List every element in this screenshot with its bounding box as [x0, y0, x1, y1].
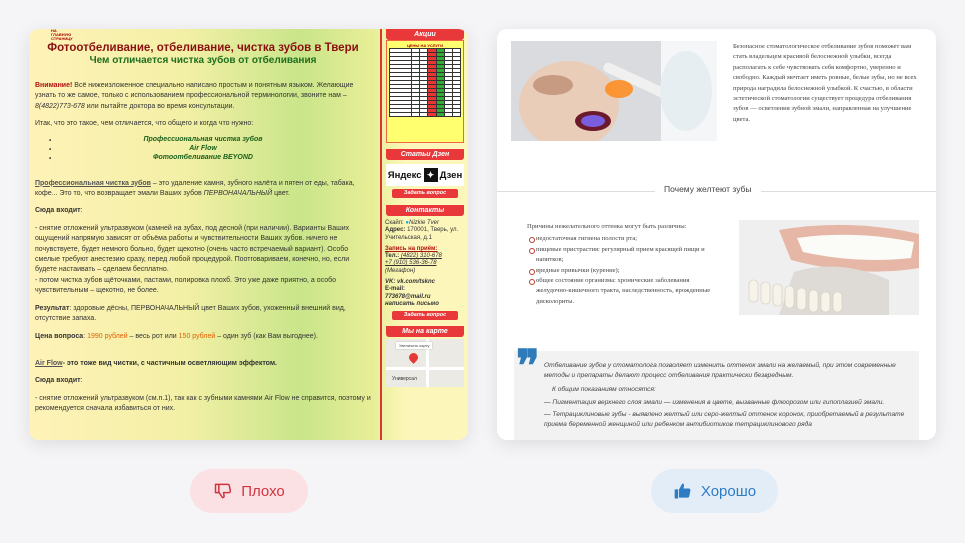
price-colon: :	[83, 332, 88, 340]
quote-text	[544, 361, 914, 430]
bad-page-title: Фотоотбеливание, отбеливание, чистка зубов в Твери	[47, 42, 359, 54]
cleaning-italic: ПЕРВОНАЧАЛЬНЫЙ	[203, 190, 273, 198]
price-grid-cell	[420, 113, 428, 117]
attention-label: Внимание!	[35, 82, 73, 89]
good-vote-button[interactable]	[651, 469, 778, 513]
quote-block	[514, 341, 919, 440]
list-item-airflow: Air Flow	[189, 144, 217, 152]
cleaning-text: – это удаление камня, зубного налёта и пятен от еды, табака, кофе... Это то, что возвращает эмали Ваших зубов	[35, 179, 355, 198]
yandex-word: Яндекс	[387, 169, 422, 181]
bad-paragraph-price	[35, 332, 371, 342]
price-table-caption: ЦЕНЫ НА УСЛУГИ	[406, 43, 444, 48]
dzen-word: Дзен	[439, 169, 463, 181]
includes-label-2: Сюда входит	[35, 377, 81, 385]
bad-paragraph-includes	[35, 206, 371, 216]
thumbs-up-icon	[673, 481, 693, 501]
quote-indications-label: К общим показаниям относятся:	[552, 386, 656, 393]
email-value[interactable]: 773678@mail.ru	[385, 293, 431, 300]
bullet-markers: • • •	[49, 137, 52, 162]
bad-paragraph-ultrasound-2: - снятие отложений ультразвуком (см.п.1), так как с зубными камнями Air Flow не справится, поэтому и рекомендуется сначала избавиться от них.	[35, 394, 371, 413]
price-grid-row	[390, 113, 461, 117]
cleaning-link[interactable]: Профессиональная чистка зубов	[35, 179, 151, 187]
cleaning-tail: цвет.	[272, 190, 290, 198]
price-grid-cell	[390, 113, 412, 117]
tel-value[interactable]: (4822) 310-678	[399, 253, 442, 260]
includes-colon-2: :	[80, 377, 83, 385]
price-grid-cell	[428, 113, 436, 117]
good-example-card	[497, 29, 936, 440]
list-item-beyond: Фотоотбеливание BEYOND	[153, 153, 253, 161]
bad-vote-label: Плохо	[241, 482, 285, 500]
quote-indication-item: — Пигментация верхнего слоя эмали — изменения в цвете, вызванные флюорозом или гипоплазией эмали.	[544, 399, 885, 406]
mobile-phone[interactable]: +7 (910) 536-36-78	[385, 260, 437, 267]
dzen-ask-button[interactable]: Задать вопрос	[392, 189, 458, 198]
reason-item: пищевые пристрастия: регулярный прием красящей пищи и напитков;	[527, 245, 717, 266]
reasons-block	[527, 222, 717, 307]
record-label: Запись на приём:	[385, 245, 438, 252]
contacts-ask-button[interactable]: Задать вопрос	[392, 311, 458, 320]
bad-sidebar	[380, 29, 468, 440]
promo-heading: Акции	[386, 29, 464, 40]
reason-item: недостаточная гигиена полости рта;	[527, 234, 717, 244]
reason-item: вредные привычки (курение);	[527, 266, 717, 276]
result-text: : здоровые дёсны, ПЕРВОНАЧАЛЬНЫЙ цвет Ваших зубов, ухоженный внешний вид, отсутствие запаха.	[35, 304, 346, 323]
price-tooth: 150 рублей	[178, 332, 216, 340]
airflow-link[interactable]: Air Flow	[35, 359, 63, 367]
includes-colon: :	[80, 207, 83, 215]
bad-paragraph-ultrasound	[35, 224, 371, 297]
reasons-lead: Причины нежелательного оттенка могут быть различны:	[527, 223, 687, 230]
price-mid: – весь рот или	[127, 332, 179, 340]
teeth-shade-photo	[739, 220, 919, 315]
airflow-text: - это тоже вид чистки, с частичным осветляющим эффектом.	[62, 359, 277, 367]
map-zoom-button[interactable]: Увеличить карту	[396, 342, 432, 349]
dzen-star-icon: ✦	[424, 168, 438, 182]
address-label: Адрес:	[385, 227, 406, 234]
bad-page-subtitle: Чем отличается чистка зубов от отбеливания	[89, 55, 317, 66]
yandex-dzen-logo[interactable]	[386, 164, 464, 186]
price-label: Цена вопроса	[35, 332, 84, 340]
attention-phone: 8(4822)773-678	[35, 102, 85, 110]
email-label: E-mail:	[385, 286, 406, 293]
mobile-operator: (Мегафон)	[385, 267, 416, 274]
good-intro-text: Безопасное стоматологическое отбеливание зубов поможет вам стать владельцем красивой белоснежной улыбки, всегда располагать к себе чувствовать себя комфортно, уверенно и свободно. Каждый мечтает иметь ровные, белые зубы, но не всех природа наградила белоснежной улыбкой. К счастью, в области эстетической стоматологии существует процедура отбеливания зубов — осветления зубной эмали, направленная на улучшение цвета.	[733, 43, 917, 123]
skype-value[interactable]: Nizkie Tver	[409, 220, 440, 226]
reason-item: общее состояние организма: хронические заболевания желудочно-кишечного тракта, наследственность, врожденные дисколориты.	[527, 276, 717, 307]
map-pin-icon	[407, 351, 420, 364]
dental-whitening-photo	[511, 41, 717, 141]
ultrasound-text: - снятие отложений ультразвуком (камней на зубах, под десной (при наличии). Варианты Ваших ощущений напрямую зависят от объёма работы и чувствительности Ваших зубов. ничего не почувствуете, будет немного больно, будет щекотно (очень часто встречаемый вариант). Особо смелые требуют анестезию сразу, перед любой процедурой. Поотговариваем, конечно, но, если будете настаивать – сделаем бесплатно.	[35, 224, 350, 274]
section-title: Почему желтеют зубы	[655, 184, 761, 194]
skype-icon: ●	[405, 220, 409, 226]
thumbs-down-icon	[213, 481, 233, 501]
bad-service-list	[35, 135, 371, 162]
skype-line	[385, 220, 466, 227]
skype-label: Скайп:	[385, 220, 406, 226]
bad-paragraph-attention	[35, 81, 371, 112]
bad-paragraph-airflow	[35, 359, 371, 369]
list-item-cleaning: Профессиональная чистка зубов	[143, 135, 263, 143]
address-value: 170001, Тверь, ул. Учительская, д.1	[385, 227, 459, 241]
includes-label: Сюда входит	[35, 207, 81, 215]
tel-line	[385, 253, 466, 260]
price-full: 1990 рублей	[87, 332, 128, 340]
bad-paragraph-result	[35, 304, 371, 325]
bad-example-card	[29, 29, 468, 440]
location-map[interactable]	[386, 339, 464, 387]
contacts-heading: Контакты	[386, 205, 464, 216]
bad-paragraph-intro: Итак, что это такое, чем отличается, что общего и когда что нужно:	[35, 120, 254, 128]
brushing-text: - потом чистка зубов щёточками, пастами, полировка плохб. Это уже даже приятно, а особо чувствительным – щекотно, не более.	[35, 276, 336, 295]
bad-vote-button[interactable]	[190, 469, 308, 513]
quote-indication-item: — Тетрациклиновые зубы - выявлено желтый или серо-желтый оттенок коронок, приобретаемый в результате приема беременной женщиной или ребенком антибиотиков тетрациклинового ряда	[544, 411, 905, 428]
address-line	[385, 227, 466, 242]
attention-text: Всё нижеизложенное специально написано простым и понятным языком. Желающие узнать то же самое, только с использованием профессиональной терминологии, звоните нам –	[35, 82, 354, 100]
bad-paragraph-includes-2	[35, 376, 371, 386]
good-vote-label: Хорошо	[700, 482, 757, 500]
price-grid	[389, 48, 461, 117]
bad-paragraph-cleaning	[35, 179, 371, 200]
quote-paragraph: Отбеливание зубов у стоматолога позволяет изменить оттенок эмали на желаемый, при этом современные методы и препараты делают процесс отбеливания практически безвредным.	[544, 362, 896, 379]
bad-main-column	[29, 29, 377, 440]
price-grid-cell	[412, 113, 420, 117]
price-grid-cell	[436, 113, 444, 117]
map-heading: Мы на карте	[386, 326, 464, 337]
dzen-heading: Статьи Дзен	[386, 149, 464, 160]
tel-label: Тел.:	[385, 253, 400, 260]
promo-price-table[interactable]	[386, 40, 464, 143]
reasons-list	[527, 234, 717, 307]
write-letter-link[interactable]: написать письмо	[385, 300, 439, 307]
result-label: Результат	[35, 304, 70, 312]
vk-link[interactable]: VK: vk.com/tsknc	[385, 279, 436, 286]
bad-home-link[interactable]: НА ГЛАВНУЮ СТРАНИЦУ	[51, 29, 73, 41]
price-grid-cell	[444, 113, 452, 117]
price-tail: – один зуб (как Вам выгоднее).	[215, 332, 318, 340]
map-place-label: Универсал	[392, 376, 417, 383]
attention-tail: или пытайте доктора во время консультации.	[84, 102, 235, 110]
contacts-block	[382, 216, 468, 308]
price-grid-cell	[452, 113, 460, 117]
quote-icon: ❞	[516, 341, 540, 392]
